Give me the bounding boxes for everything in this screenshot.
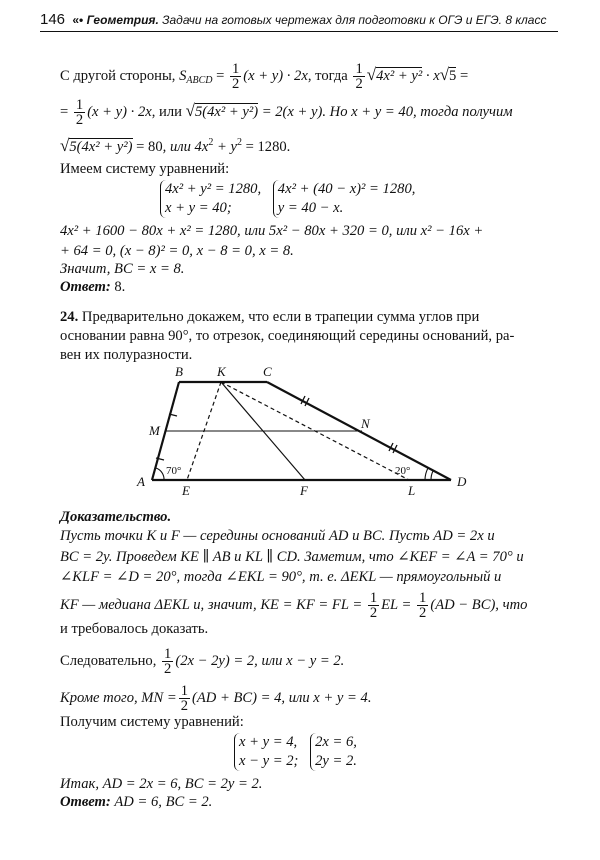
l2-start: = (60, 103, 72, 120)
system-3: x + y = 4, x − y = 2; (234, 733, 298, 771)
l3-a: , или 4x (162, 139, 209, 155)
proof-line-5: и требовалось доказать. (60, 621, 209, 637)
label-a: A (137, 474, 145, 489)
sq-exp-1: 2 (208, 137, 214, 148)
radicand-3-rhs: = 80 (132, 139, 163, 155)
page-header (40, 12, 558, 32)
system-1: 4x² + y² = 1280, x + y = 40; (160, 180, 261, 218)
answer-2: Ответ: AD = 6, BC = 2. (60, 794, 213, 810)
s-abcd: $S_{ABCD}$ (179, 67, 213, 86)
sqrt-sign-3: √ (185, 100, 195, 120)
label-e: E (182, 483, 190, 497)
book-description: Задачи на готовых чертежах для подготовки к ОГЭ и ЕГЭ. 8 класс (162, 13, 547, 27)
eq-sign: = (212, 67, 228, 84)
angle-label-70: 70° (166, 465, 182, 477)
radicand-2-rhs: = 2(x + y) (258, 103, 323, 120)
sqrt-sign-4: √ (60, 136, 70, 155)
times-x: · x (422, 67, 440, 84)
fraction-half-5: $\frac{1}{2}$ (419, 590, 427, 621)
fraction-half-7: $\frac{1}{2}$ (180, 683, 188, 714)
label-m: M (149, 423, 160, 438)
fraction-half-3: $\frac{1}{2}$ (75, 97, 84, 128)
itak-line: Итак, AD = 2x = 6, BC = 2y = 2. (60, 776, 263, 792)
proof-line-1: Пусть точки K и F — середины оснований AD и BC. Пусть AD = 2x и (60, 528, 495, 544)
label-f: F (300, 483, 308, 497)
l2-or: , или (151, 103, 182, 120)
eq-end: = (456, 67, 469, 84)
book-title: Геометрия. (86, 13, 159, 27)
system-4: 2x = 6, 2y = 2. (310, 733, 357, 771)
system-intro-2: Получим систему уравнений: (60, 714, 244, 730)
l1-intro: С другой стороны, (60, 67, 176, 84)
label-c: C (263, 364, 272, 379)
problem-line-1: 24. Предварительно докажем, что если в трапеции сумма углов при (60, 309, 480, 325)
system-2: 4x² + (40 − x)² = 1280, y = 40 − x. (273, 180, 416, 218)
l1-tail: , тогда (307, 67, 348, 84)
sq-exp-2: 2 (236, 137, 242, 148)
systems-1 (158, 180, 421, 218)
conclusion-bc: Значит, BC = x = 8. (60, 261, 185, 277)
radicand-1: 4x² + y² (376, 67, 423, 84)
proof-label: Доказательство. (60, 509, 172, 525)
systems-2 (232, 733, 363, 771)
angle-arc-a (156, 468, 164, 480)
midline-line: Кроме того, MN = $\frac{1}{2}$ (AD + BC) = 4, или x + y = 4. (60, 683, 372, 714)
angle-arc-d1 (425, 468, 428, 480)
sqrt-sign: √ (366, 64, 377, 84)
angle-arc-d2 (431, 471, 433, 480)
answer-1: Ответ: 8. (60, 279, 126, 295)
l2-text: . Но x + y = 40, тогда получим (322, 103, 513, 120)
page-number: 146 (40, 11, 66, 28)
sqrt-sign-2: √ (439, 64, 450, 84)
label-d: D (457, 474, 467, 489)
problem-line-2: основании равна 90°, то отрезок, соединяющий середины оснований, ра- (60, 328, 515, 344)
angle-label-20: 20° (395, 465, 411, 477)
equation-line-b: + 64 = 0, (x − 8)² = 0, x − 8 = 0, x = 8. (60, 243, 294, 259)
problem-line-3: вен их полуразности. (60, 347, 193, 363)
l3-b: + y (213, 139, 237, 155)
radicand-2: 5(4x² + y²) (194, 103, 259, 120)
expr-xy-2x: (x + y) · 2x (243, 67, 308, 84)
label-k: K (217, 364, 226, 379)
problem-number: 24. (60, 309, 79, 325)
label-l: L (408, 483, 416, 497)
trapezoid-figure (125, 362, 475, 497)
text-line-1 (60, 62, 468, 91)
header-marker: «• (72, 13, 84, 27)
radicand-3: 5(4x² + y²) (69, 139, 133, 155)
proof-line-4: KF — медиана ΔEKL и, значит, KE = KF = FL = $\frac{1}{2}$ EL = $\frac{1}{2}$ (AD − BC), что (60, 590, 528, 621)
fraction-half-4: $\frac{1}{2}$ (369, 590, 378, 621)
consequence-line: Следовательно, $\frac{1}{2}$ (2x − 2y) = 2, или x − y = 2. (60, 646, 345, 677)
equation-line-a: 4x² + 1600 − 80x + x² = 1280, или 5x² − 80x + 320 = 0, или x² − 16x + (60, 223, 484, 239)
radicand-5: 5 (449, 67, 457, 84)
label-n: N (361, 416, 370, 431)
proof-line-3: ∠KLF = ∠D = 20°, тогда ∠EKL = 90°, т. е. ΔEKL — прямоугольный и (60, 569, 502, 585)
fraction-half-2: $\frac{1}{2}$ (355, 61, 363, 92)
fraction-half-6: $\frac{1}{2}$ (164, 646, 172, 677)
text-line-3 (60, 134, 290, 156)
expr-xy-2x-2: (x + y) · 2x (87, 103, 152, 120)
label-b: B (175, 364, 183, 379)
system-intro: Имеем систему уравнений: (60, 161, 230, 177)
fraction-half: $\frac{1}{2}$ (232, 61, 240, 92)
text-line-2 (60, 98, 513, 127)
l3-c: = 1280. (241, 139, 291, 155)
proof-line-2: BC = 2y. Проведем KE ∥ AB и KL ∥ CD. Заметим, что ∠KEF = ∠A = 70° и (60, 549, 524, 565)
